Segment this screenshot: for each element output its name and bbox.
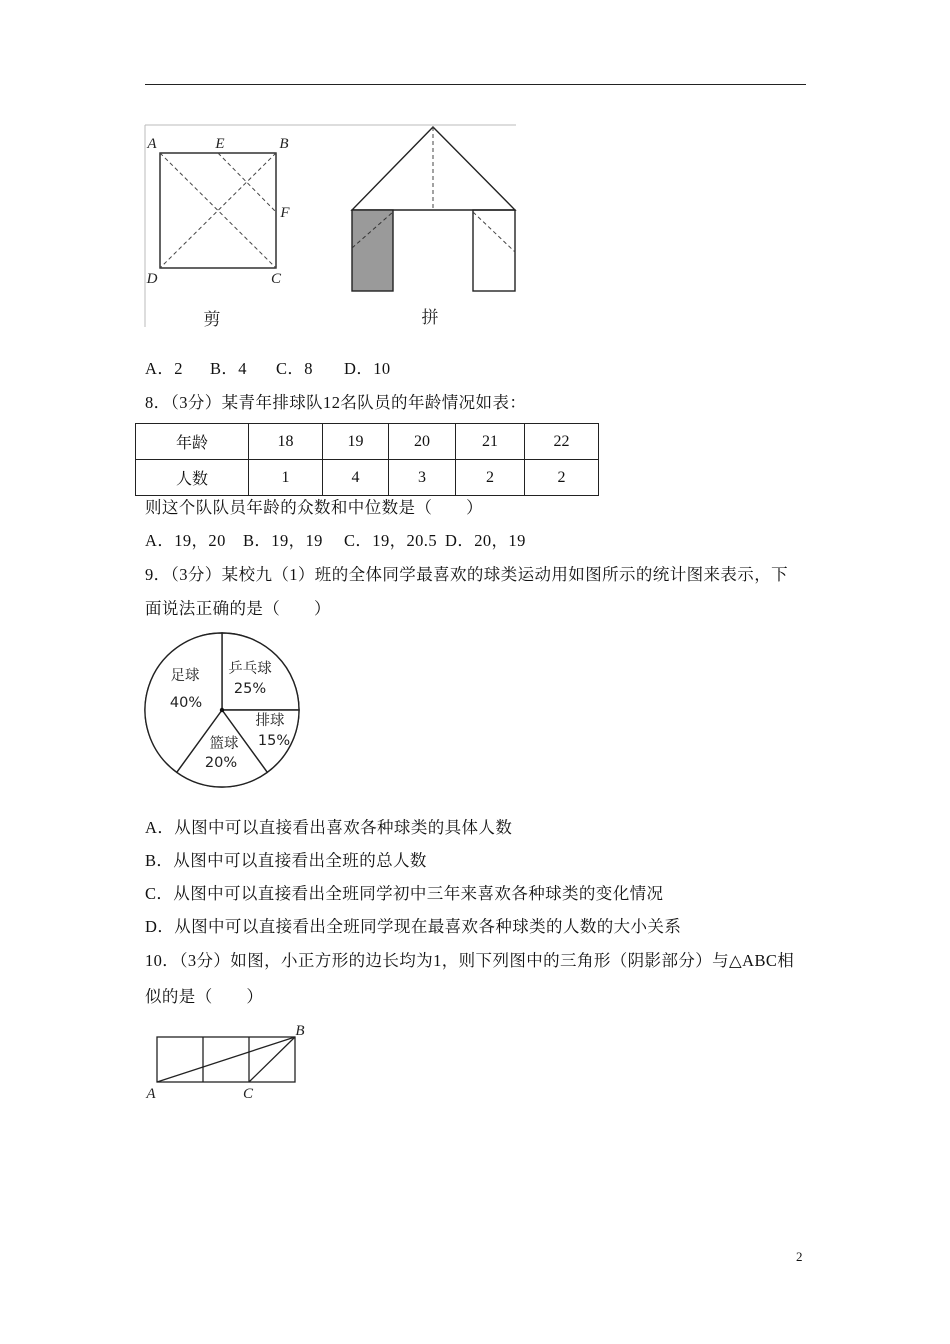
pie-label-pingpong: 乒乓球: [228, 661, 272, 677]
table-row-age: [136, 424, 599, 460]
pie-label-volleyball: 排球: [255, 713, 285, 729]
caption-paste: 拼: [421, 308, 439, 328]
q9-option-c: C．从图中可以直接看出全班同学初中三年来喜欢各种球类的变化情况: [145, 884, 664, 903]
label-f: F: [280, 205, 290, 221]
label-a: A: [146, 1086, 156, 1102]
label-d: D: [146, 271, 158, 287]
table-cell: 2: [456, 460, 525, 496]
paste-right-leg-dash: [473, 212, 515, 252]
segment-ef: [218, 153, 276, 212]
table-cell: 1: [249, 460, 323, 496]
table-cell: 2: [525, 460, 599, 496]
q8-option-c: C．19，20.5: [344, 531, 437, 550]
pie-chart: [140, 628, 310, 793]
q8-option-a: A．19，20: [145, 531, 226, 550]
q8-option-d: D．20，19: [445, 531, 526, 550]
pie-percent-football: 40%: [169, 695, 203, 711]
table-cell: 22: [525, 424, 599, 460]
table-row-count: [136, 460, 599, 496]
label-c: C: [242, 1086, 254, 1102]
label-a: A: [147, 136, 157, 152]
table-cell: 4: [323, 460, 389, 496]
q9-stem-line1: 9．（3分）某校九（1）班的全体同学最喜欢的球类运动用如图所示的统计图来表示，下: [145, 565, 788, 584]
label-b: B: [279, 136, 289, 152]
table-cell: 19: [323, 424, 389, 460]
pie-percent-pingpong: 25%: [233, 681, 267, 697]
paste-left-leg-shaded: [352, 210, 393, 291]
q7-option-b: B．4: [210, 359, 247, 378]
q8-option-b: B．19，19: [243, 531, 323, 550]
table-cell: 年龄: [136, 424, 249, 460]
q9-stem-line2: 面说法正确的是（ ）: [145, 599, 331, 618]
caption-cut: 剪: [203, 310, 221, 330]
q10-grid-figure: [140, 1020, 310, 1102]
q8-question: 则这个队队员年龄的众数和中位数是（ ）: [145, 498, 483, 517]
segment-ab: [157, 1037, 295, 1082]
segment-cb: [249, 1037, 295, 1082]
table-cell: 18: [249, 424, 323, 460]
table-cell: 21: [456, 424, 525, 460]
q7-option-a: A．2: [145, 359, 183, 378]
table-cell: 人数: [136, 460, 249, 496]
q7-option-d: D．10: [344, 359, 391, 378]
pie-label-football: 足球: [170, 668, 200, 684]
q9-option-b: B．从图中可以直接看出全班的总人数: [145, 851, 427, 870]
q7-figures: [140, 120, 520, 335]
q8-stem: 8．（3分）某青年排球队12名队员的年龄情况如表：: [145, 393, 527, 412]
age-table: [135, 423, 599, 496]
header-rule: [145, 84, 806, 85]
label-e: E: [215, 136, 225, 152]
q7-option-c: C．8: [276, 359, 313, 378]
label-b: B: [295, 1023, 305, 1039]
pie-center-dot: [220, 708, 224, 712]
q9-option-d: D．从图中可以直接看出全班同学现在最喜欢各种球类的人数的大小关系: [145, 917, 682, 936]
label-c: C: [270, 271, 282, 287]
q9-option-a: A．从图中可以直接看出喜欢各种球类的具体人数: [145, 818, 513, 837]
q10-stem-line1: 10．（3分）如图，小正方形的边长均为1，则下列图中的三角形（阴影部分）与△ABC相: [145, 951, 795, 970]
page-number: 2: [796, 1249, 803, 1264]
table-cell: 20: [389, 424, 456, 460]
table-cell: 3: [389, 460, 456, 496]
pie-label-basketball: 篮球: [209, 736, 239, 752]
pie-percent-basketball: 20%: [204, 755, 238, 771]
pie-percent-volleyball: 15%: [257, 733, 291, 749]
q10-stem-line2: 似的是（ ）: [145, 987, 264, 1006]
paste-right-leg: [473, 210, 515, 291]
